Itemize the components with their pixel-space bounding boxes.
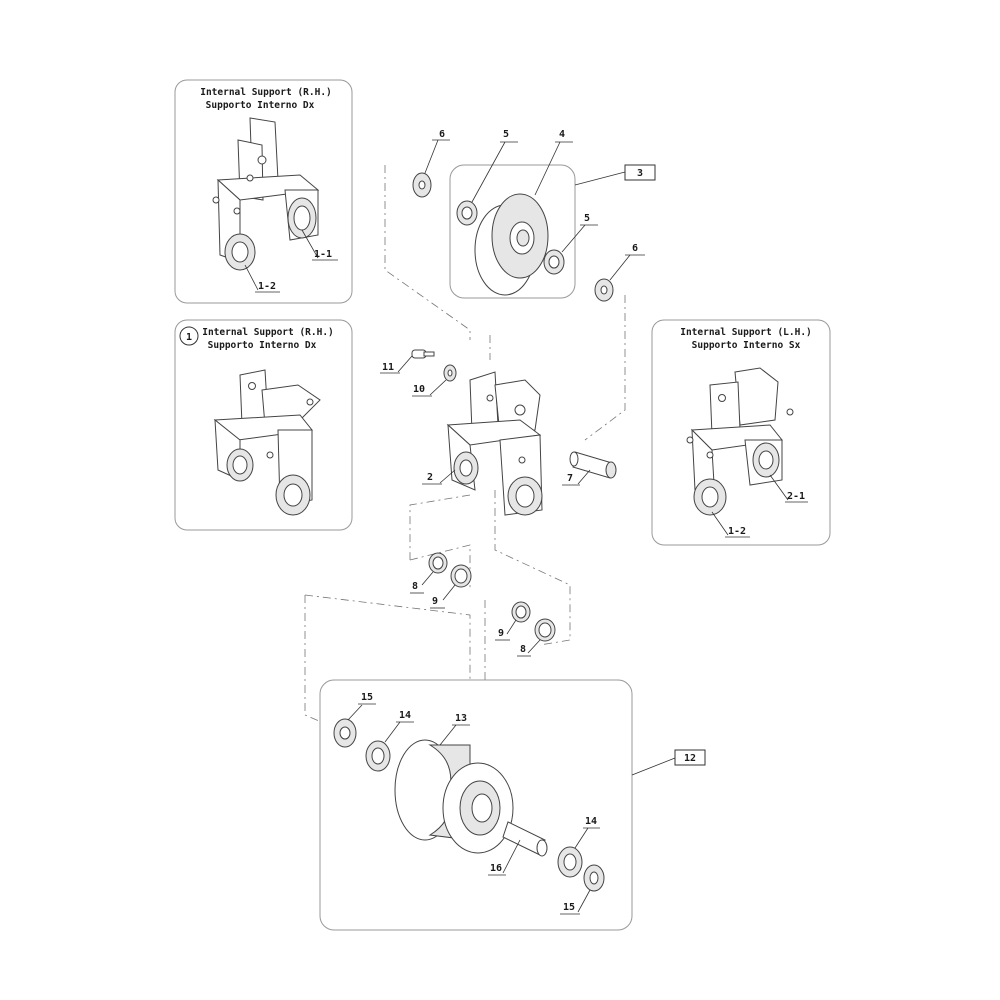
callout-1-1: 1-1 [314, 249, 333, 260]
roller-assembly-3 [413, 129, 655, 301]
bushing-8 [429, 553, 447, 573]
callout-2: 2 [427, 472, 434, 483]
callout-8: 8 [520, 644, 527, 655]
callout-10: 10 [413, 384, 426, 395]
callout-7: 7 [567, 473, 574, 484]
bracket-2-assembly [380, 350, 616, 515]
callout-14: 14 [399, 710, 412, 721]
callout-15: 15 [563, 902, 576, 913]
callout-1-2: 1-2 [258, 281, 277, 292]
panel-title-en: Internal Support (R.H.) [200, 87, 332, 98]
panel-title-it: Supporto Interno Dx [207, 340, 317, 351]
callout-6: 6 [632, 243, 639, 254]
callout-9: 9 [498, 628, 505, 639]
pin-7 [570, 452, 616, 478]
panel-title-en: Internal Support (R.H.) [202, 327, 334, 338]
callout-5: 5 [584, 213, 591, 224]
bushing-9 [512, 602, 530, 622]
callout-6: 6 [439, 129, 446, 140]
bushings-group [410, 553, 555, 656]
bolt-11 [412, 350, 434, 358]
roller-assembly-12 [320, 680, 705, 930]
callout-3: 3 [636, 168, 644, 179]
callout-4: 4 [559, 129, 566, 140]
bushing-9 [451, 565, 471, 587]
callout-12: 12 [683, 753, 697, 764]
callout-1-2: 1-2 [728, 526, 747, 537]
callout-16: 16 [490, 863, 503, 874]
bushing-8 [535, 619, 555, 641]
panel-title-en: Internal Support (L.H.) [680, 327, 812, 338]
callout-13: 13 [455, 713, 468, 724]
callout-9: 9 [432, 596, 439, 607]
callout-2-1: 2-1 [787, 491, 806, 502]
panel-title-it: Supporto Interno Dx [205, 100, 315, 111]
panel-internal-support-rh-detail [175, 80, 352, 303]
panel-item-number: 1 [185, 332, 193, 343]
panel-title-it: Supporto Interno Sx [691, 340, 801, 351]
callout-8: 8 [412, 581, 419, 592]
callout-15: 15 [361, 692, 374, 703]
callout-14: 14 [585, 816, 598, 827]
panel-internal-support-rh [175, 320, 352, 530]
callout-5: 5 [503, 129, 510, 140]
panel-internal-support-lh [652, 320, 830, 545]
callout-11: 11 [382, 362, 395, 373]
